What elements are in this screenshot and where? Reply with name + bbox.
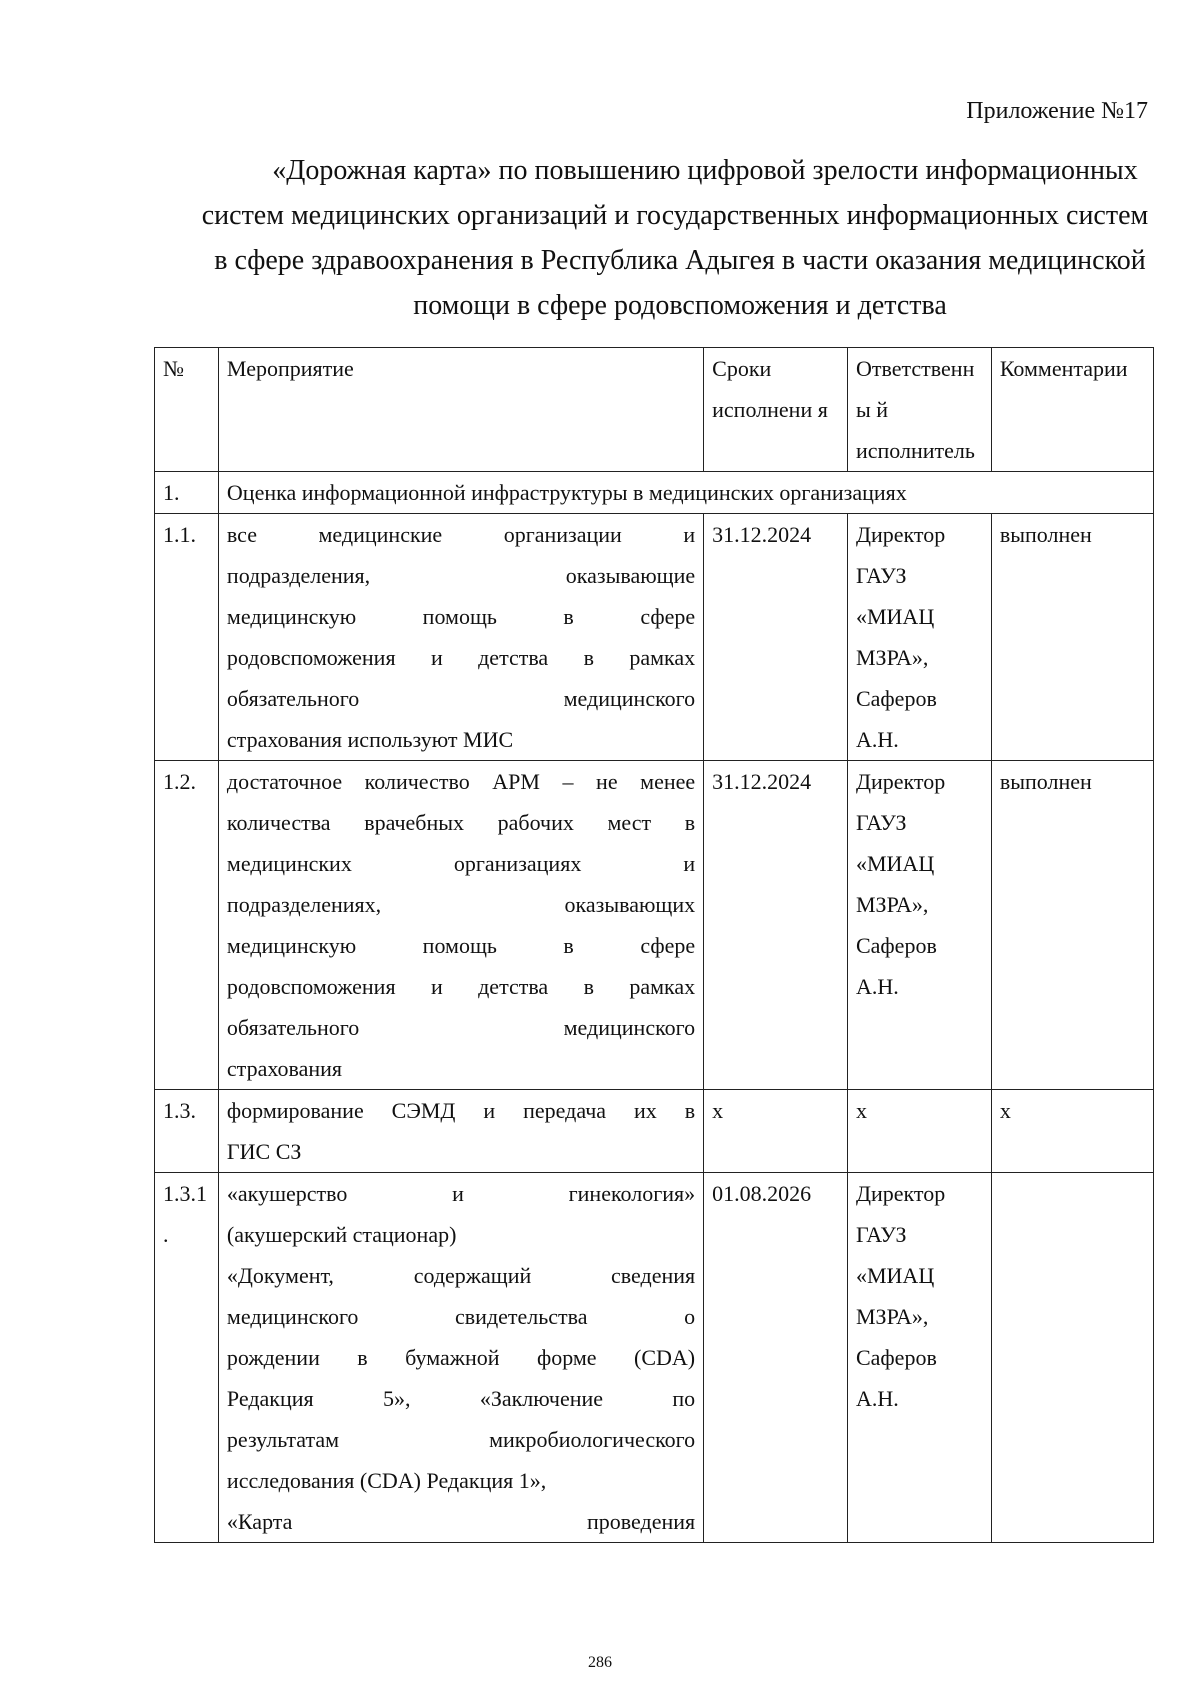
row-deadline: 31.12.2024	[704, 514, 848, 761]
activity-line: «Документ, содержащий сведения	[226, 1263, 696, 1288]
responsible-line: Директор	[855, 769, 946, 794]
row-activity	[218, 761, 703, 1090]
row-activity	[218, 514, 703, 761]
row-responsible	[847, 761, 991, 1090]
activity-line: обязательного медицинского	[226, 686, 696, 711]
header-activity: Мероприятие	[218, 348, 703, 472]
responsible-line: МЗРА»,	[855, 892, 929, 917]
responsible-line: Саферов А.Н.	[855, 686, 937, 752]
page-number: 286	[588, 1654, 612, 1671]
activity-line: результатам микробиологического	[226, 1427, 696, 1452]
header-num: №	[155, 348, 219, 472]
title-line: помощи в сфере родовспоможения и детства	[413, 290, 947, 321]
row-deadline: 31.12.2024	[704, 761, 848, 1090]
table-row	[155, 1090, 1154, 1173]
responsible-line: Саферов А.Н.	[855, 933, 937, 999]
activity-line: рождении в бумажной форме (CDA)	[226, 1345, 696, 1370]
row-responsible	[847, 514, 991, 761]
row-num: 1.2.	[155, 761, 219, 1090]
row-deadline: x	[704, 1090, 848, 1173]
activity-line: медицинскую помощь в сфере	[226, 604, 696, 629]
responsible-line: Саферов А.Н.	[855, 1345, 937, 1411]
header-deadline: Сроки исполнени я	[704, 348, 848, 472]
row-num: 1.1.	[155, 514, 219, 761]
roadmap-table	[154, 347, 1154, 1543]
responsible-line: Директор	[855, 522, 946, 547]
appendix-label: Приложение №17	[966, 98, 1148, 124]
row-responsible: x	[847, 1090, 991, 1173]
responsible-line: ГАУЗ	[855, 1222, 907, 1247]
table-row	[155, 1173, 1154, 1543]
activity-line: подразделениях, оказывающих	[226, 892, 696, 917]
activity-line: «акушерство и гинекология»	[226, 1181, 696, 1206]
row-comment	[991, 1173, 1153, 1543]
row-activity	[218, 1090, 703, 1173]
activity-line: подразделения, оказывающие	[226, 563, 696, 588]
row-num: 1.3.	[155, 1090, 219, 1173]
activity-line: родовспоможения и детства в рамках	[226, 974, 696, 999]
activity-line: количества врачебных рабочих мест в	[226, 810, 696, 835]
row-comment: выполнен	[991, 761, 1153, 1090]
activity-line: достаточное количество АРМ – не менее	[226, 769, 696, 794]
row-comment: x	[991, 1090, 1153, 1173]
activity-line: медицинских организациях и	[226, 851, 696, 876]
activity-line: (акушерский стационар)	[226, 1222, 457, 1247]
responsible-line: «МИАЦ	[855, 851, 935, 876]
responsible-line: Директор	[855, 1181, 946, 1206]
activity-line: все медицинские организации и	[226, 522, 696, 547]
title-line: «Дорожная карта» по повышению цифровой зрелости информационных	[272, 155, 1138, 186]
activity-line: страхования	[226, 1056, 343, 1081]
document-title	[150, 148, 1160, 328]
table-row	[155, 761, 1154, 1090]
activity-line: «Карта проведения	[226, 1509, 696, 1534]
responsible-line: «МИАЦ	[855, 1263, 935, 1288]
activity-line: Редакция 5», «Заключение по	[226, 1386, 696, 1411]
row-activity	[218, 1173, 703, 1543]
row-responsible	[847, 1173, 991, 1543]
responsible-line: ГАУЗ	[855, 563, 907, 588]
activity-line: исследования (CDA) Редакция 1»,	[226, 1468, 547, 1493]
activity-line: медицинского свидетельства о	[226, 1304, 696, 1329]
row-deadline: 01.08.2026	[704, 1173, 848, 1543]
section-num: 1.	[155, 472, 219, 514]
section-title: Оценка информационной инфраструктуры в медицинских организациях	[218, 472, 1153, 514]
header-responsible: Ответственны й исполнитель	[847, 348, 991, 472]
activity-line: медицинскую помощь в сфере	[226, 933, 696, 958]
responsible-line: МЗРА»,	[855, 1304, 929, 1329]
row-comment: выполнен	[991, 514, 1153, 761]
activity-line: формирование СЭМД и передача их в	[226, 1098, 696, 1123]
activity-line: ГИС СЗ	[226, 1139, 302, 1164]
activity-line: страхования используют МИС	[226, 727, 514, 752]
table-header-row	[155, 348, 1154, 472]
title-line: систем медицинских организаций и государственных информационных систем	[201, 200, 1149, 231]
header-comments: Комментарии	[991, 348, 1153, 472]
title-line: в сфере здравоохранения в Республика Адыгея в части оказания медицинской	[214, 245, 1146, 276]
responsible-line: «МИАЦ	[855, 604, 935, 629]
table-row-section	[155, 472, 1154, 514]
row-num: 1.3.1 .	[155, 1173, 219, 1543]
table-row	[155, 514, 1154, 761]
activity-line: обязательного медицинского	[226, 1015, 696, 1040]
responsible-line: МЗРА»,	[855, 645, 929, 670]
activity-line: родовспоможения и детства в рамках	[226, 645, 696, 670]
responsible-line: ГАУЗ	[855, 810, 907, 835]
